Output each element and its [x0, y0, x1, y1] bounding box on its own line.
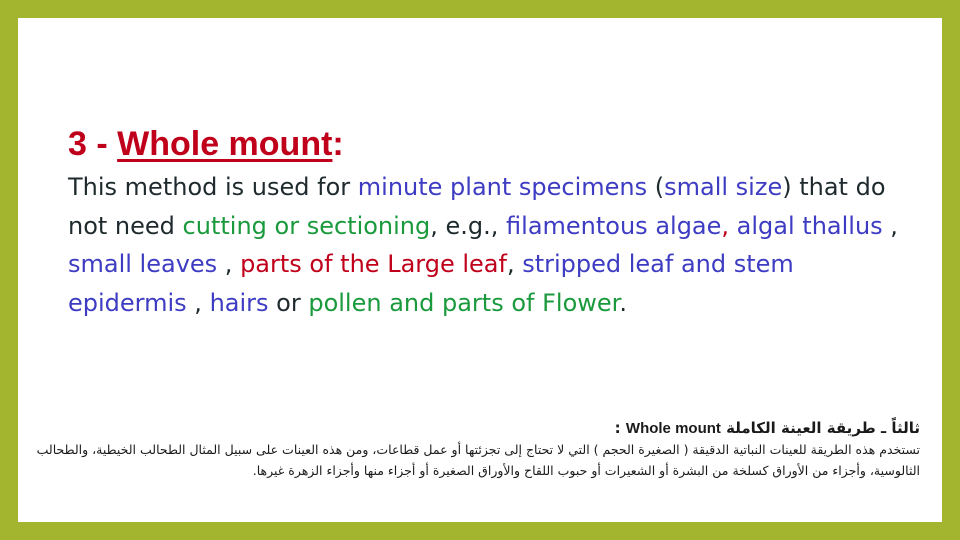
paragraph-run: ,: [721, 211, 737, 240]
paragraph-run: This method is used for: [68, 173, 358, 201]
paragraph-run: ,: [506, 250, 523, 278]
paragraph-run: ,: [882, 211, 898, 240]
slide: [18, 18, 942, 522]
description-paragraph: [68, 168, 918, 322]
paragraph-run: pollen and parts of Flower: [308, 288, 620, 317]
paragraph-run: cutting or sectioning: [182, 211, 431, 240]
paragraph-run: filamentous algae: [506, 211, 722, 240]
arabic-heading-latin: Whole mount: [625, 420, 721, 437]
arabic-heading-text: ثالثاً ـ طريقة العينة الكاملة: [726, 419, 920, 437]
heading-prefix: 3 -: [68, 125, 118, 163]
paragraph-run: , e.g.,: [430, 211, 507, 240]
paragraph-run: algal thallus: [736, 211, 883, 240]
heading-colon: :: [332, 125, 344, 163]
arabic-heading-colon: :: [614, 419, 621, 437]
paragraph-run: ,: [217, 250, 241, 278]
paragraph-run: minute plant specimens: [357, 173, 648, 201]
section-heading: [68, 125, 344, 164]
arabic-translation: [20, 418, 920, 481]
paragraph-run: or: [268, 288, 309, 317]
paragraph-run: ,: [186, 288, 210, 317]
paragraph-run: parts of the Large leaf: [240, 250, 507, 278]
paragraph-run: stripped leaf and stem epidermis: [68, 250, 794, 317]
arabic-body: تستخدم هذه الطريقة للعينات النباتية الدقيقة ( الصغيرة الحجم ) التي لا تحتاج إلى تجزئتها أو عمل قطاعات، ومن هذه العينات على سبيل المثال الطحالب الخيطية، والطحالب الثالوسية، وأجزاء من الأوراق كسلخة من البشرة أو الشعيرات أو حبوب اللقاح والأوراق الصغيرة أو أجزاء منها وأجزاء الزهرة غيرها.: [36, 442, 920, 478]
paragraph-run: small leaves: [68, 250, 218, 278]
paragraph-run: small size: [664, 173, 783, 201]
paragraph-run: (: [647, 173, 665, 201]
paragraph-run: hairs: [209, 288, 269, 317]
heading-title: Whole mount: [117, 125, 333, 163]
arabic-heading: [20, 418, 920, 439]
paragraph-run: .: [619, 288, 627, 317]
paragraph-run: ) that do not need: [68, 173, 886, 240]
